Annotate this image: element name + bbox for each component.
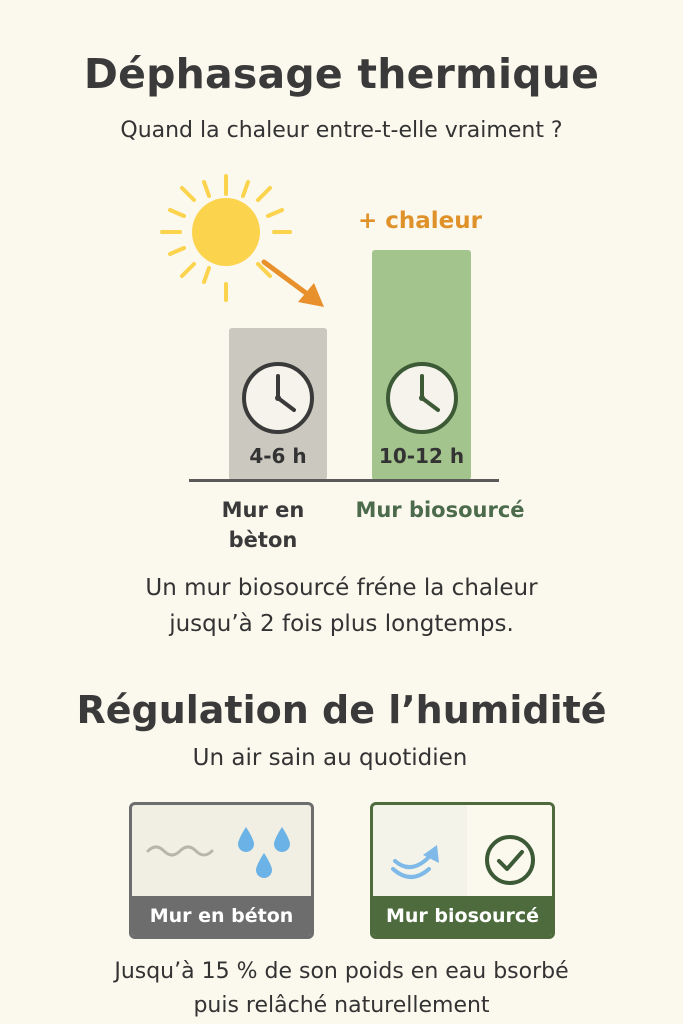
section-subtitle: Quand la chaleur entre-t-elle vraiment ? [120, 118, 563, 143]
concrete-card-label: Mur en béton [132, 896, 311, 936]
extra-heat-label: + chaleur [357, 208, 482, 234]
thermal-description-line1: Un mur biosourcé fréne la chaleur [145, 575, 538, 601]
curved-arrow-icon [389, 841, 449, 885]
concrete-duration: 4-6 h [249, 444, 307, 468]
section-subtitle: Un air sain au quotidien [192, 745, 468, 771]
concrete-humidity-card [129, 802, 314, 939]
arrow-icon [260, 256, 330, 312]
concrete-label-line1: Mur en [221, 498, 305, 522]
thermal-description-line2: jusqu’à 2 fois plus longtemps. [169, 611, 514, 637]
humidity-description-line2: puis relâché naturellement [193, 993, 490, 1018]
concrete-wall-label [210, 495, 316, 555]
clock-icon [240, 360, 316, 436]
concrete-label-line2: bèton [228, 528, 298, 552]
chart-baseline [189, 479, 499, 482]
bio-card-label: Mur biosourcé [373, 896, 552, 936]
thermal-description [0, 570, 683, 642]
biosourced-humidity-card [370, 802, 555, 939]
humidity-description [0, 955, 683, 1023]
clock-icon [384, 360, 460, 436]
section-title: Régulation de l’humidité [76, 688, 607, 732]
wave-icon [146, 839, 216, 861]
page-title: Déphasage thermique [83, 50, 600, 98]
humidity-description-line1: Jusqu’à 15 % de son poids en eau bsorbé [114, 959, 569, 984]
check-circle-icon [483, 833, 537, 887]
water-drops-icon [236, 825, 296, 883]
biosourced-wall-label: Mur biosourcé [355, 498, 525, 522]
biosourced-duration: 10-12 h [378, 444, 465, 468]
